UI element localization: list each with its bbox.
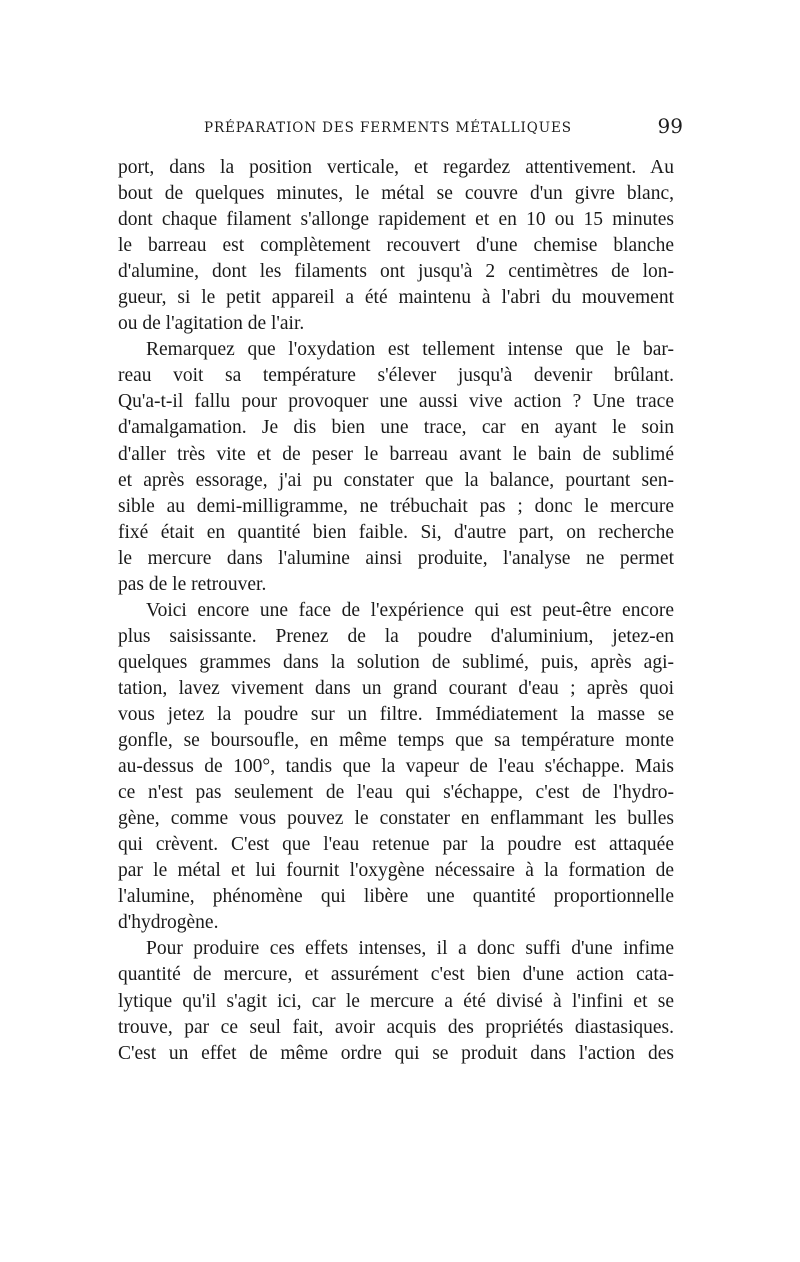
text-line: ce n'est pas seulement de l'eau qui s'échappe, c'est de l'hydro- xyxy=(118,782,674,804)
text-line: d'hydrogène. xyxy=(118,912,219,934)
text-line: bout de quelques minutes, le métal se couvre d'un givre blanc, xyxy=(118,183,674,205)
text-line: quantité de mercure, et assurément c'est bien d'une action cata- xyxy=(118,964,674,986)
text-line: fixé était en quantité bien faible. Si, d'autre part, on recherche xyxy=(118,521,674,543)
text-line: l'alumine, phénomène qui libère une quantité proportionnelle xyxy=(118,886,674,908)
text-line: sible au demi-milligramme, ne trébuchait pas ; donc le mercure xyxy=(118,495,674,517)
body-text xyxy=(118,155,674,1067)
text-line: Qu'a-t-il fallu pour provoquer une aussi vive action ? Une trace xyxy=(118,391,674,413)
text-line: gène, comme vous pouvez le constater en enflammant les bulles xyxy=(118,808,674,830)
text-line: pas de le retrouver. xyxy=(118,573,267,595)
text-line: qui crèvent. C'est que l'eau retenue par la poudre est attaquée xyxy=(118,834,674,856)
text-line: trouve, par ce seul fait, avoir acquis des propriétés diastasiques. xyxy=(118,1016,674,1038)
running-title: PRÉPARATION DES FERMENTS MÉTALLIQUES xyxy=(204,120,572,136)
text-line: C'est un effet de même ordre qui se produit dans l'action des xyxy=(118,1042,674,1064)
page-number: 99 xyxy=(657,114,683,138)
text-line: le barreau est complètement recouvert d'une chemise blanche xyxy=(118,235,674,257)
text-line: le mercure dans l'alumine ainsi produite, l'analyse ne permet xyxy=(118,547,674,569)
text-line: au-dessus de 100°, tandis que la vapeur de l'eau s'échappe. Mais xyxy=(118,756,674,778)
text-line: port, dans la position verticale, et regardez attentivement. Au xyxy=(118,157,674,178)
text-line: plus saisissante. Prenez de la poudre d'aluminium, jetez-en xyxy=(118,625,674,647)
text-line: vous jetez la poudre sur un filtre. Immédiatement la masse se xyxy=(118,703,674,725)
text-line: lytique qu'il s'agit ici, car le mercure a été divisé à l'infini et se xyxy=(118,990,674,1012)
text-line: et après essorage, j'ai pu constater que la balance, pourtant sen- xyxy=(118,469,674,491)
text-line: Voici encore une face de l'expérience qui est peut-être encore xyxy=(146,599,674,621)
text-line: Remarquez que l'oxydation est tellement intense que le bar- xyxy=(146,339,674,361)
text-line: tation, lavez vivement dans un grand courant d'eau ; après quoi xyxy=(118,677,674,699)
text-line: Pour produire ces effets intenses, il a donc suffi d'une infime xyxy=(146,938,674,960)
text-line: par le métal et lui fournit l'oxygène nécessaire à la formation de xyxy=(118,860,674,882)
page-header xyxy=(118,114,683,144)
text-line: ou de l'agitation de l'air. xyxy=(118,313,305,335)
text-line: d'amalgamation. Je dis bien une trace, car en ayant le soin xyxy=(118,417,674,439)
text-line: gueur, si le petit appareil a été maintenu à l'abri du mouvement xyxy=(118,287,674,309)
text-line: quelques grammes dans la solution de sublimé, puis, après agi- xyxy=(118,651,674,673)
text-line: d'alumine, dont les filaments ont jusqu'à 2 centimètres de lon- xyxy=(118,261,674,283)
text-line: gonfle, se boursoufle, en même temps que sa température monte xyxy=(118,730,674,752)
text-line: reau voit sa température s'élever jusqu'à devenir brûlant. xyxy=(118,365,674,387)
text-line: d'aller très vite et de peser le barreau avant le bain de sublimé xyxy=(118,443,674,465)
text-line: dont chaque filament s'allonge rapidement et en 10 ou 15 minutes xyxy=(118,209,674,231)
